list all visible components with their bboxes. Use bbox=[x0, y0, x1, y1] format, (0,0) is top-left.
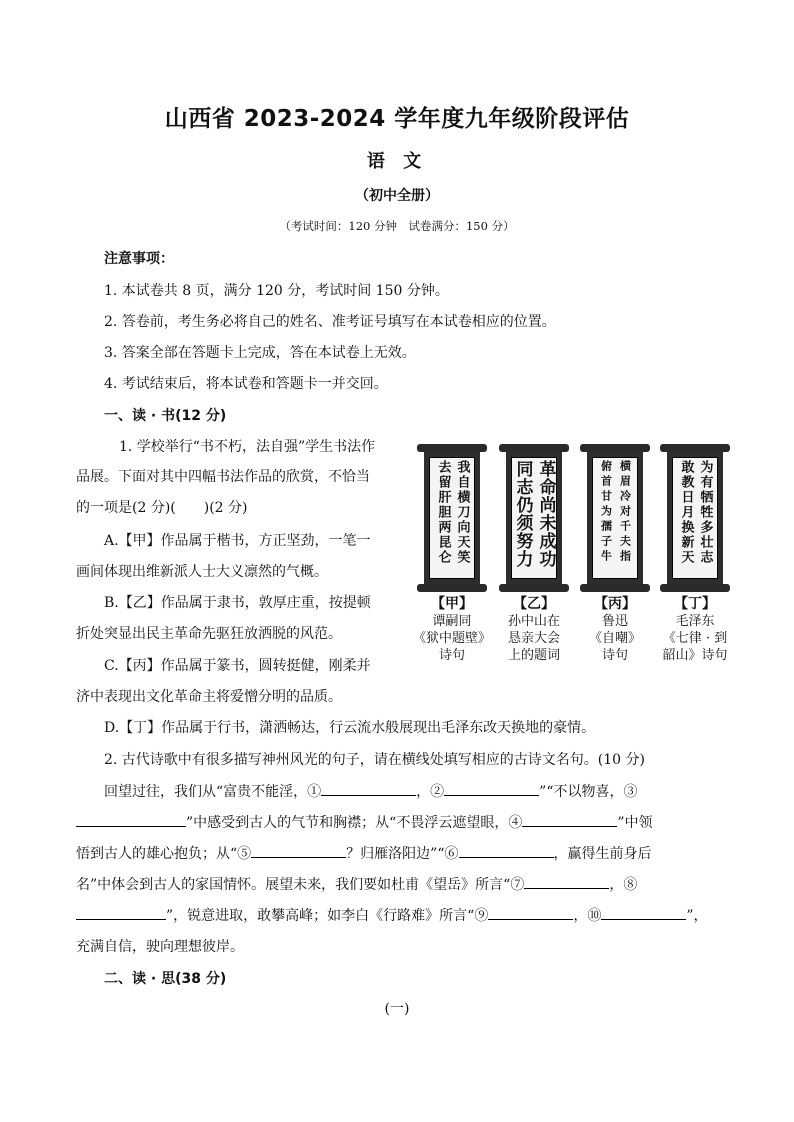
scroll-text-column: 革命尚未成功 bbox=[535, 460, 556, 568]
q1-option-b-cont: 折处突显出民主革命先驱狂放洒脱的风范。 bbox=[76, 626, 342, 642]
scroll-rod bbox=[660, 584, 730, 592]
caption-line: 韶山》诗句 bbox=[662, 648, 728, 663]
q2-line bbox=[76, 905, 708, 925]
exam-scope: （初中全册） bbox=[355, 188, 439, 204]
q2-text: ，② bbox=[416, 784, 445, 800]
caption-line: 孙中山在 bbox=[507, 614, 560, 629]
notice-item: 4. 考试结束后，将本试卷和答题卡一并交回。 bbox=[104, 376, 388, 392]
scroll-caption-ding bbox=[647, 596, 743, 664]
scroll-text-column: 我自横刀向天笑 bbox=[454, 460, 470, 565]
q2-text: 名”中体会到古人的家国情怀。展望未来，我们要如杜甫《望岳》所言“⑦ bbox=[76, 877, 525, 893]
subject-title: 语 文 bbox=[366, 151, 428, 172]
answer-blank[interactable] bbox=[76, 905, 166, 920]
q2-text: ”“不以物喜，③ bbox=[539, 784, 638, 800]
q2-text: ，赢得生前身后 bbox=[553, 846, 652, 862]
section2-heading: 二、读 · 思(38 分) bbox=[104, 971, 227, 987]
scroll-yi bbox=[503, 444, 565, 592]
q2-text: ，⑧ bbox=[609, 877, 638, 893]
caption-line: 《自嘲》 bbox=[588, 631, 641, 646]
scroll-text-column: 同志仍须努力 bbox=[512, 460, 533, 568]
q2-line bbox=[104, 781, 638, 801]
caption-line: 诗句 bbox=[601, 648, 628, 663]
q2-text: ”， bbox=[686, 908, 708, 924]
q2-text: 回望过往，我们从“富贵不能淫，① bbox=[104, 784, 322, 800]
notice-heading: 注意事项： bbox=[104, 251, 174, 267]
scroll-text-column: 敢教日月换新天 bbox=[678, 460, 694, 565]
page-number: (一) bbox=[384, 1001, 410, 1017]
scroll-text-column: 为有牺牲多壮志 bbox=[697, 460, 713, 565]
scroll-jia bbox=[421, 444, 483, 592]
exam-info: （考试时间：120 分钟 试卷满分：150 分） bbox=[279, 219, 515, 233]
q1-option-c: C.【丙】作品属于篆书，圆转挺健，刚柔并 bbox=[104, 658, 371, 674]
scroll-tag: 【乙】 bbox=[513, 596, 555, 612]
q1-option-c-cont: 济中表现出文化革命主将爱憎分明的品质。 bbox=[76, 689, 342, 705]
q2-line: 充满自信，驶向理想彼岸。 bbox=[76, 939, 244, 955]
scroll-rod bbox=[580, 584, 650, 592]
q2-line bbox=[76, 874, 637, 894]
q1-option-b: B.【乙】作品属于隶书，敦厚庄重，按提顿 bbox=[104, 595, 371, 611]
caption-line: 上的题词 bbox=[507, 648, 560, 663]
q1-stem-line: 1. 学校举行“书不朽，法自强”学生书法作 bbox=[119, 439, 376, 455]
scroll-ding bbox=[664, 444, 726, 592]
q1-option-d: D.【丁】作品属于行书，潇洒畅达，行云流水般展现出毛泽东改天换地的豪情。 bbox=[104, 720, 596, 736]
caption-line: 《狱中题壁》 bbox=[412, 631, 491, 646]
notice-item: 3. 答案全部在答题卡上完成，答在本试卷上无效。 bbox=[104, 345, 416, 361]
q2-text: ？归雁洛阳边”“⑥ bbox=[346, 846, 459, 862]
q2-stem: 2. 古代诗歌中有很多描写神州风光的句子，请在横线处填写相应的古诗文名句。(10 分) bbox=[104, 752, 645, 768]
caption-line: 谭嗣同 bbox=[432, 614, 472, 629]
answer-blank[interactable] bbox=[524, 874, 609, 889]
caption-line: 诗句 bbox=[438, 648, 465, 663]
notice-item: 1. 本试卷共 8 页，满分 120 分，考试时间 150 分钟。 bbox=[104, 283, 449, 299]
q1-option-a-cont: 画间体现出维新派人士大义凛然的气概。 bbox=[76, 564, 328, 580]
answer-blank[interactable] bbox=[522, 812, 617, 827]
q2-text: ”，锐意进取，敢攀高峰；如李白《行路难》所言“⑨ bbox=[166, 908, 489, 924]
q1-stem-line: 的一项是(2 分)( )(2 分) bbox=[76, 500, 248, 516]
scroll-text-column: 横眉冷对千夫指 bbox=[618, 460, 632, 565]
answer-blank[interactable] bbox=[488, 905, 573, 920]
caption-line: 毛泽东 bbox=[675, 614, 715, 629]
scroll-bing bbox=[584, 444, 646, 592]
q2-text: ”中感受到古人的气节和胸襟；从“不畏浮云遮望眼，④ bbox=[186, 815, 523, 831]
answer-blank[interactable] bbox=[321, 781, 416, 796]
answer-blank[interactable] bbox=[251, 843, 346, 858]
q2-line bbox=[76, 843, 652, 863]
notice-item: 2. 答卷前，考生务必将自己的姓名、准考证号填写在本试卷相应的位置。 bbox=[104, 314, 556, 330]
answer-blank[interactable] bbox=[601, 905, 686, 920]
answer-blank[interactable] bbox=[444, 781, 539, 796]
scroll-rod bbox=[417, 584, 487, 592]
q2-text: ，⑩ bbox=[573, 908, 602, 924]
exam-title: 山西省 2023-2024 学年度九年级阶段评估 bbox=[164, 106, 630, 132]
caption-line: 《七律 · 到 bbox=[662, 631, 728, 646]
q2-text: ”中领 bbox=[617, 815, 653, 831]
q1-stem-line: 品展。下面对其中四幅书法作品的欣赏，不恰当 bbox=[76, 469, 370, 485]
q2-text: 悟到古人的雄心抱负；从“⑤ bbox=[76, 846, 252, 862]
scroll-tag: 【甲】 bbox=[431, 596, 473, 612]
scroll-text-column: 去留肝胆两昆仑 bbox=[435, 460, 451, 565]
section1-heading: 一、读 · 书(12 分) bbox=[104, 408, 227, 424]
scroll-text-column: 俯首甘为孺子牛 bbox=[599, 460, 613, 565]
answer-blank[interactable] bbox=[459, 843, 554, 858]
caption-line: 鲁迅 bbox=[601, 614, 628, 629]
answer-blank[interactable] bbox=[76, 812, 186, 827]
scroll-tag: 【丁】 bbox=[674, 596, 716, 612]
scroll-tag: 【丙】 bbox=[594, 596, 636, 612]
q1-option-a: A.【甲】作品属于楷书，方正坚劲，一笔一 bbox=[104, 533, 371, 549]
caption-line: 恳亲大会 bbox=[507, 631, 560, 646]
q2-line bbox=[76, 812, 653, 832]
scroll-rod bbox=[499, 584, 569, 592]
